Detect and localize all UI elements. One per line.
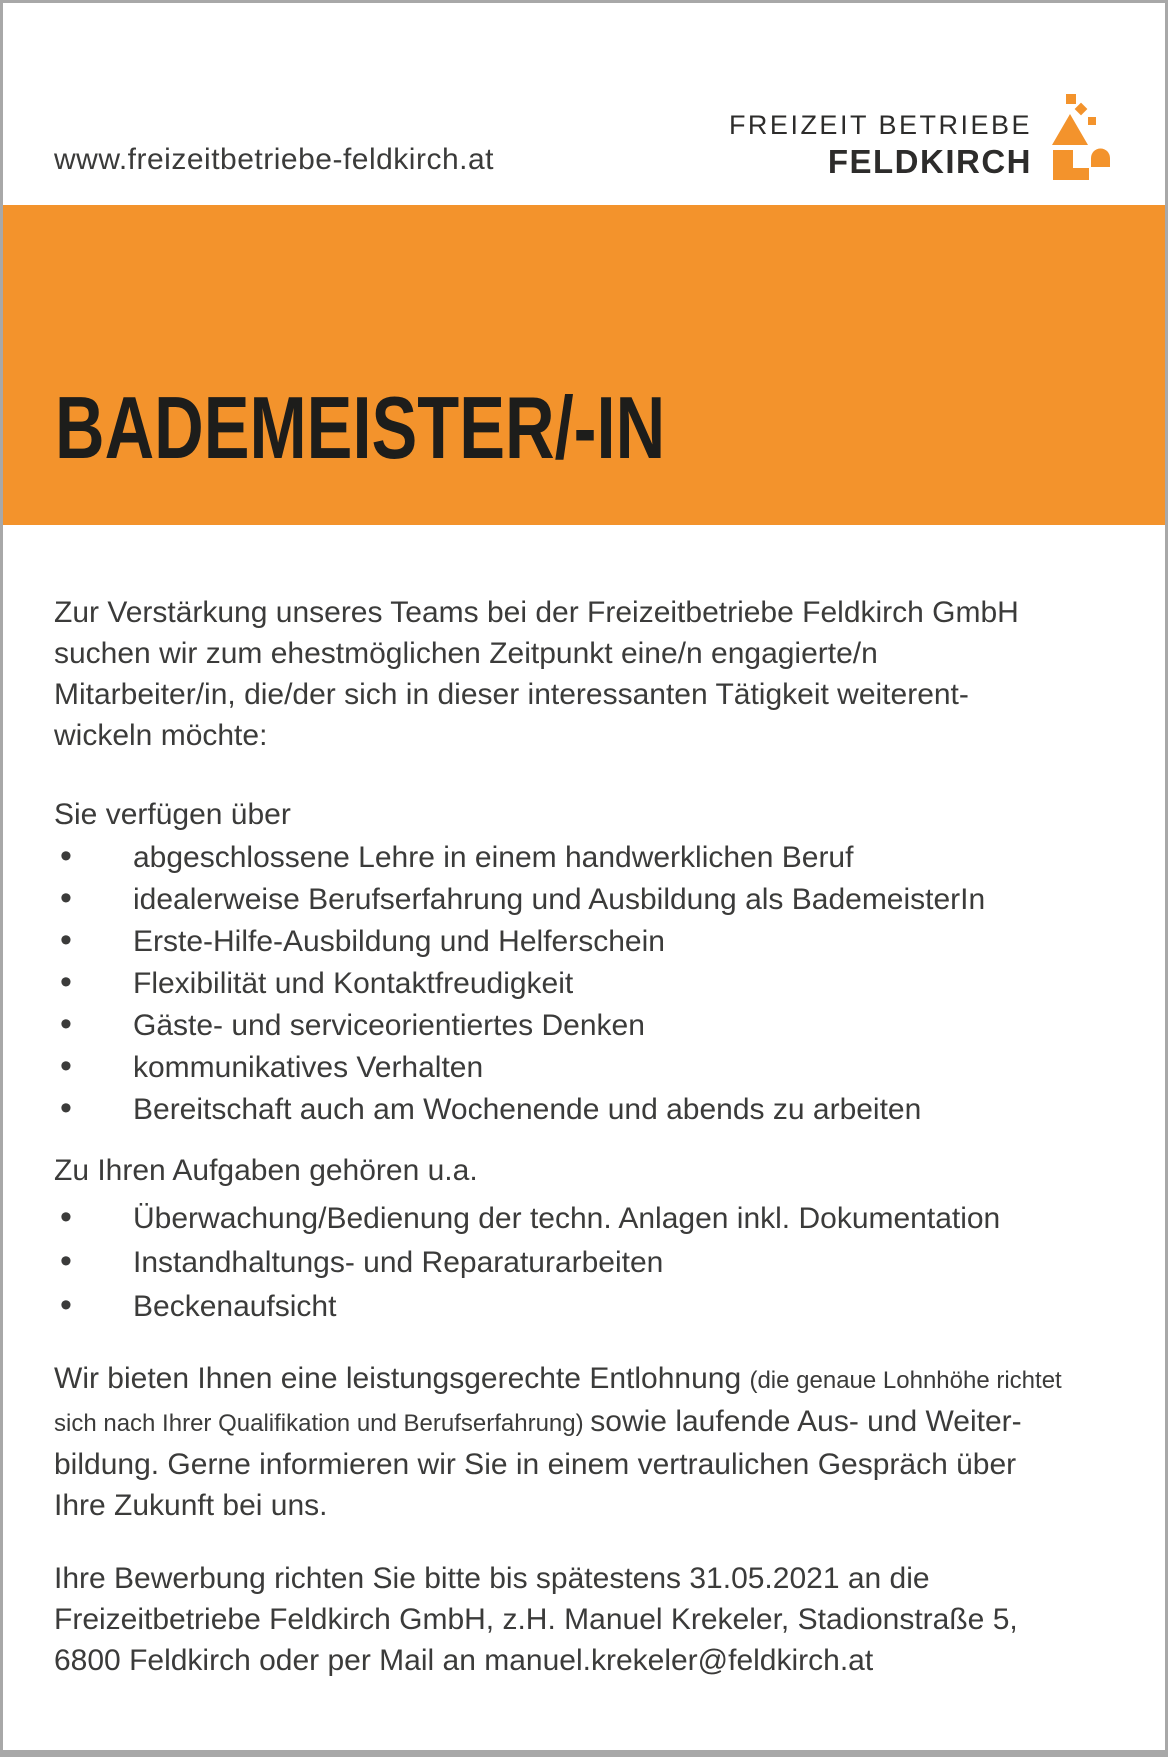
list-item: • Flexibilität und Kontaktfreudigkeit — [54, 962, 1118, 1004]
list-item: • Gäste- und serviceorientiertes Denken — [54, 1004, 1118, 1046]
list-item: • Bereitschaft auch am Wochenende und abends zu arbeiten — [54, 1088, 1118, 1130]
qualifications-heading: Sie verfügen über — [54, 798, 291, 831]
pixel-tower-icon — [1040, 88, 1110, 183]
intro-line: Zur Verstärkung unseres Teams bei der Freizeitbetriebe Feldkirch GmbH — [54, 596, 1019, 629]
bullet-icon — [60, 836, 133, 878]
bullet-icon — [60, 962, 133, 1004]
bullet-icon — [60, 1046, 133, 1088]
offer-text: Wir bieten Ihnen eine leistungsgerechte Entlohnung — [54, 1362, 750, 1395]
bullet-icon — [60, 1284, 133, 1328]
bullet-icon — [60, 1088, 133, 1130]
intro-paragraph — [54, 592, 1118, 756]
offer-line: Ihre Zukunft bei uns. — [54, 1489, 328, 1522]
tasks-list — [54, 1196, 1118, 1328]
bullet-icon — [60, 878, 133, 920]
offer-line — [54, 1401, 1118, 1444]
offer-smallprint: sich nach Ihrer Qualifikation und Berufserfahrung) — [54, 1410, 591, 1437]
company-logo-text — [729, 112, 1032, 178]
list-item: • Überwachung/Bedienung der techn. Anlagen inkl. Dokumentation — [54, 1196, 1118, 1240]
bullet-icon — [60, 1004, 133, 1046]
list-item: • Beckenaufsicht — [54, 1284, 1118, 1328]
list-item: • Erste-Hilfe-Ausbildung und Helferschein — [54, 920, 1118, 962]
intro-line: Mitarbeiter/in, die/der sich in dieser interessanten Tätigkeit weiterent- — [54, 678, 969, 711]
title-banner — [3, 205, 1165, 525]
logo-text-line2: FELDKIRCH — [827, 143, 1032, 180]
bullet-icon — [60, 1196, 133, 1240]
intro-line: wickeln möchte: — [54, 719, 268, 752]
list-item: • Instandhaltungs- und Reparaturarbeiten — [54, 1240, 1118, 1284]
application-paragraph — [54, 1558, 1118, 1681]
job-title: BADEMEISTER/-IN — [55, 378, 666, 477]
application-line: Freizeitbetriebe Feldkirch GmbH, z.H. Manuel Krekeler, Stadionstraße 5, — [54, 1603, 1018, 1636]
list-item: • idealerweise Berufserfahrung und Ausbildung als BademeisterIn — [54, 878, 1118, 920]
tasks-heading: Zu Ihren Aufgaben gehören u.a. — [54, 1154, 478, 1187]
application-line: Ihre Bewerbung richten Sie bitte bis spätestens 31.05.2021 an die — [54, 1562, 930, 1595]
bullet-icon — [60, 920, 133, 962]
bullet-icon — [60, 1240, 133, 1284]
offer-line — [54, 1358, 1118, 1401]
offer-text: sowie laufende Aus- und Weiter- — [590, 1405, 1022, 1438]
intro-line: suchen wir zum ehestmöglichen Zeitpunkt eine/n engagierte/n — [54, 637, 878, 670]
application-line: 6800 Feldkirch oder per Mail an manuel.krekeler@feldkirch.at — [54, 1644, 874, 1677]
offer-line: bildung. Gerne informieren wir Sie in einem vertraulichen Gespräch über — [54, 1448, 1017, 1481]
offer-paragraph — [54, 1358, 1118, 1526]
list-item: • kommunikatives Verhalten — [54, 1046, 1118, 1088]
offer-smallprint: (die genaue Lohnhöhe richtet — [749, 1367, 1062, 1394]
list-item: • abgeschlossene Lehre in einem handwerklichen Beruf — [54, 836, 1118, 878]
qualifications-list — [54, 836, 1118, 1130]
logo-text-line1: FREIZEIT BETRIEBE — [728, 110, 1032, 140]
website-url: www.freizeitbetriebe-feldkirch.at — [54, 143, 495, 176]
